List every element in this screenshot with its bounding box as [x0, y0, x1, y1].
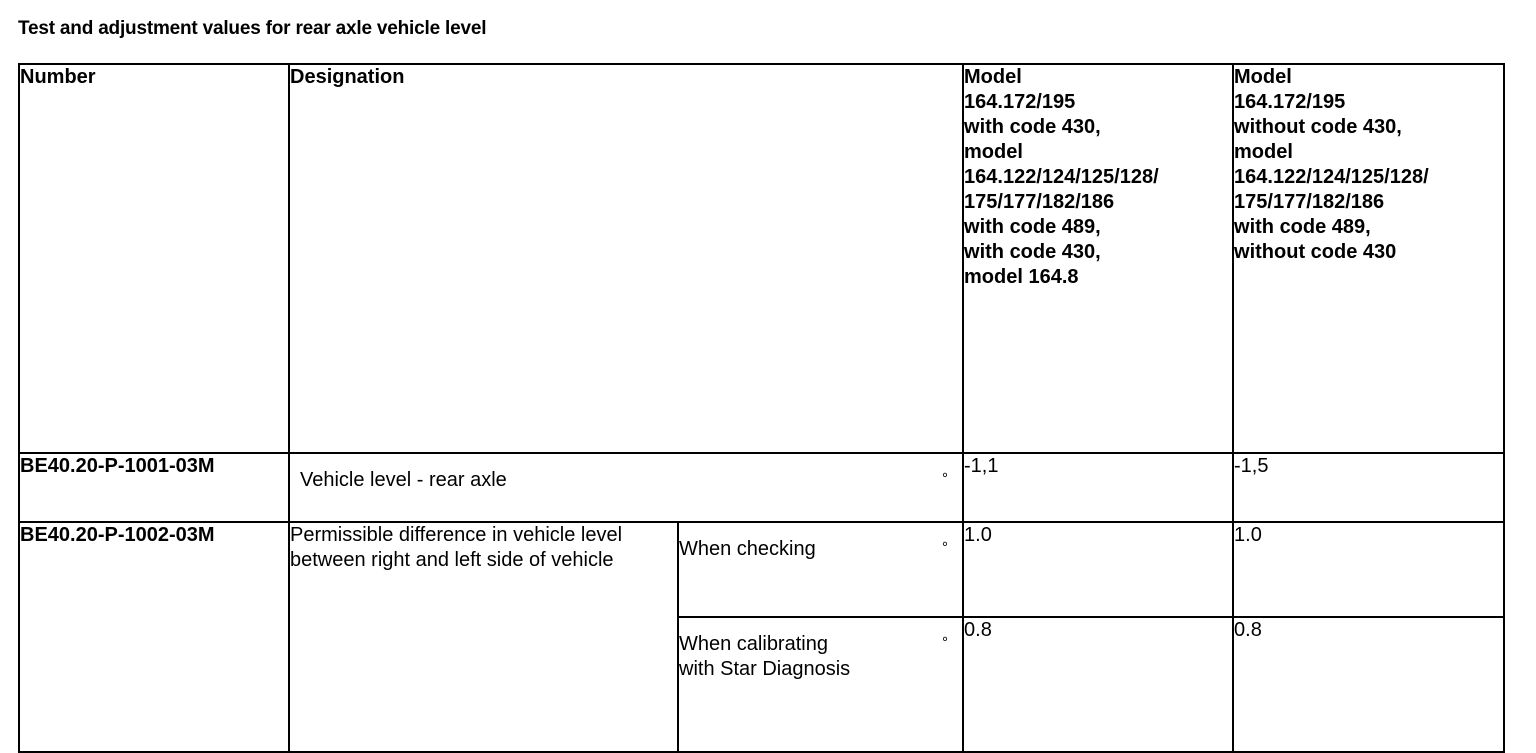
- value-with-code-430: 0.8: [963, 617, 1233, 752]
- header-number: Number: [19, 64, 289, 453]
- condition-cell: [678, 522, 963, 617]
- degree-unit: °: [942, 634, 949, 651]
- adjustment-values-table: [18, 63, 1505, 753]
- table-row: [19, 522, 1504, 617]
- row-number: BE40.20-P-1002-03M: [19, 522, 289, 752]
- table-row: [19, 453, 1504, 522]
- document-title: Test and adjustment values for rear axle vehicle level: [18, 18, 487, 39]
- header-designation: Designation: [289, 64, 963, 453]
- degree-unit: °: [942, 470, 949, 487]
- value-with-code-430: -1,1: [963, 453, 1233, 522]
- value-with-code-430: 1.0: [963, 522, 1233, 617]
- row-designation: Vehicle level - rear axle: [300, 469, 507, 491]
- value-without-code-430: -1,5: [1233, 453, 1504, 522]
- condition-cell: [678, 617, 963, 752]
- condition-label: When calibrating with Star Diagnosis: [679, 633, 851, 680]
- table-header-row: [19, 64, 1504, 453]
- degree-unit: °: [942, 539, 949, 556]
- row-number: BE40.20-P-1001-03M: [19, 453, 289, 522]
- value-without-code-430: 0.8: [1233, 617, 1504, 752]
- header-model-with-code-430: Model 164.172/195 with code 430, model 164.122/124/125/128/ 175/177/182/186 with code 489, with code 430, model 164.8: [963, 64, 1233, 453]
- row-designation-cell: [289, 453, 963, 522]
- value-without-code-430: 1.0: [1233, 522, 1504, 617]
- row-designation: Permissible difference in vehicle level between right and left side of vehicle: [289, 522, 678, 752]
- condition-label: When checking: [679, 538, 816, 560]
- header-model-without-code-430: Model 164.172/195 without code 430, model 164.122/124/125/128/ 175/177/182/186 with code 489, without code 430: [1233, 64, 1504, 453]
